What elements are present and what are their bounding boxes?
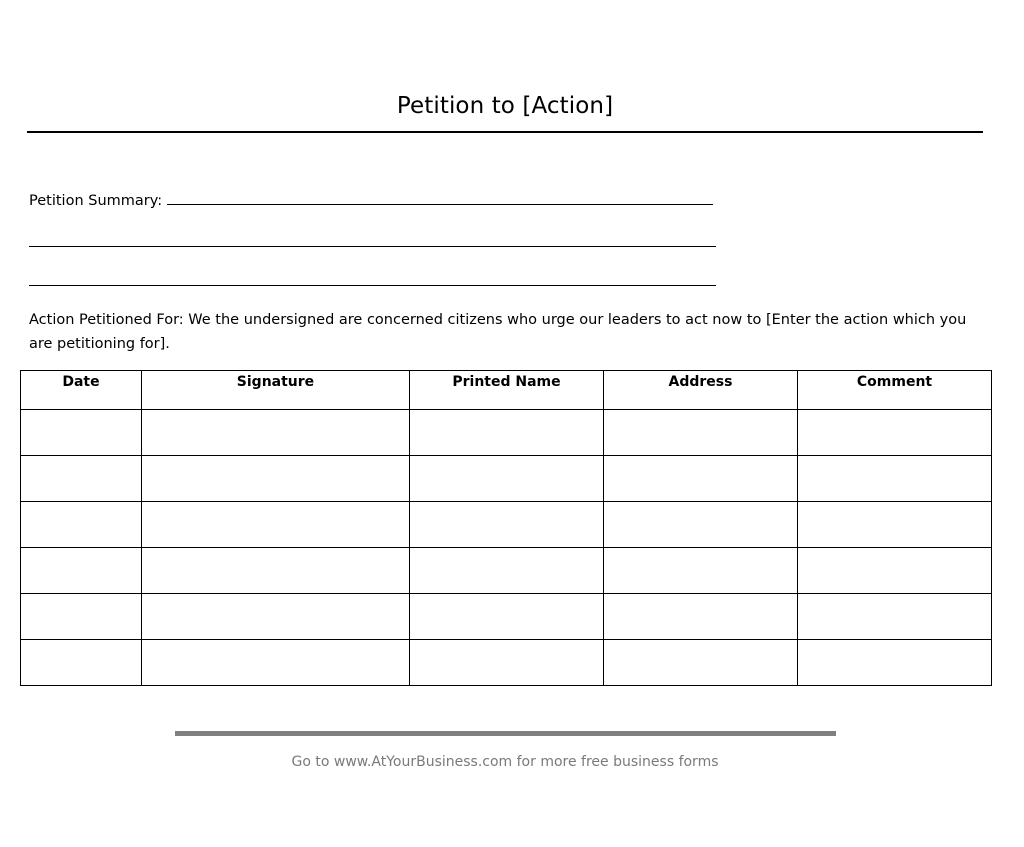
cell-printed-name[interactable] — [410, 456, 604, 502]
cell-comment[interactable] — [798, 456, 992, 502]
page-title: Petition to [Action] — [396, 93, 614, 119]
table-row — [21, 640, 992, 686]
petition-summary-label: Petition Summary: — [29, 193, 163, 209]
cell-printed-name[interactable] — [410, 410, 604, 456]
column-header-date: Date — [21, 371, 142, 410]
cell-comment[interactable] — [798, 548, 992, 594]
table-row — [21, 410, 992, 456]
column-header-printed-name: Printed Name — [410, 371, 604, 410]
cell-date[interactable] — [21, 410, 142, 456]
cell-address[interactable] — [604, 548, 798, 594]
cell-printed-name[interactable] — [410, 594, 604, 640]
signature-table — [20, 370, 992, 686]
title-underline — [27, 131, 983, 133]
cell-printed-name[interactable] — [410, 640, 604, 686]
cell-comment[interactable] — [798, 594, 992, 640]
table-row — [21, 456, 992, 502]
cell-date[interactable] — [21, 640, 142, 686]
cell-comment[interactable] — [798, 640, 992, 686]
table-row — [21, 548, 992, 594]
table-body — [21, 410, 992, 686]
summary-blank-line-2[interactable] — [29, 246, 716, 247]
cell-signature[interactable] — [142, 640, 410, 686]
cell-date[interactable] — [21, 594, 142, 640]
footer-link-text[interactable]: Go to www.AtYourBusiness.com for more free business forms — [291, 754, 719, 770]
column-header-address: Address — [604, 371, 798, 410]
cell-signature[interactable] — [142, 410, 410, 456]
cell-comment[interactable] — [798, 502, 992, 548]
cell-signature[interactable] — [142, 502, 410, 548]
table-header-row — [21, 371, 992, 410]
cell-address[interactable] — [604, 410, 798, 456]
cell-signature[interactable] — [142, 548, 410, 594]
summary-blank-line-3[interactable] — [29, 285, 716, 286]
petition-summary-field[interactable] — [29, 190, 713, 209]
cell-address[interactable] — [604, 594, 798, 640]
cell-address[interactable] — [604, 502, 798, 548]
cell-signature[interactable] — [142, 456, 410, 502]
table-row — [21, 594, 992, 640]
cell-date[interactable] — [21, 502, 142, 548]
cell-date[interactable] — [21, 456, 142, 502]
cell-comment[interactable] — [798, 410, 992, 456]
action-petitioned-for: Action Petitioned For: We the undersigned are concerned citizens who urge our leaders to act now to [Enter the action which you are petitioning for]. — [29, 312, 967, 352]
cell-printed-name[interactable] — [410, 548, 604, 594]
cell-signature[interactable] — [142, 594, 410, 640]
footer-divider — [175, 731, 836, 736]
table-row — [21, 502, 992, 548]
column-header-signature: Signature — [142, 371, 410, 410]
petition-summary-blank[interactable] — [167, 190, 713, 205]
cell-address[interactable] — [604, 456, 798, 502]
cell-printed-name[interactable] — [410, 502, 604, 548]
cell-date[interactable] — [21, 548, 142, 594]
cell-address[interactable] — [604, 640, 798, 686]
column-header-comment: Comment — [798, 371, 992, 410]
